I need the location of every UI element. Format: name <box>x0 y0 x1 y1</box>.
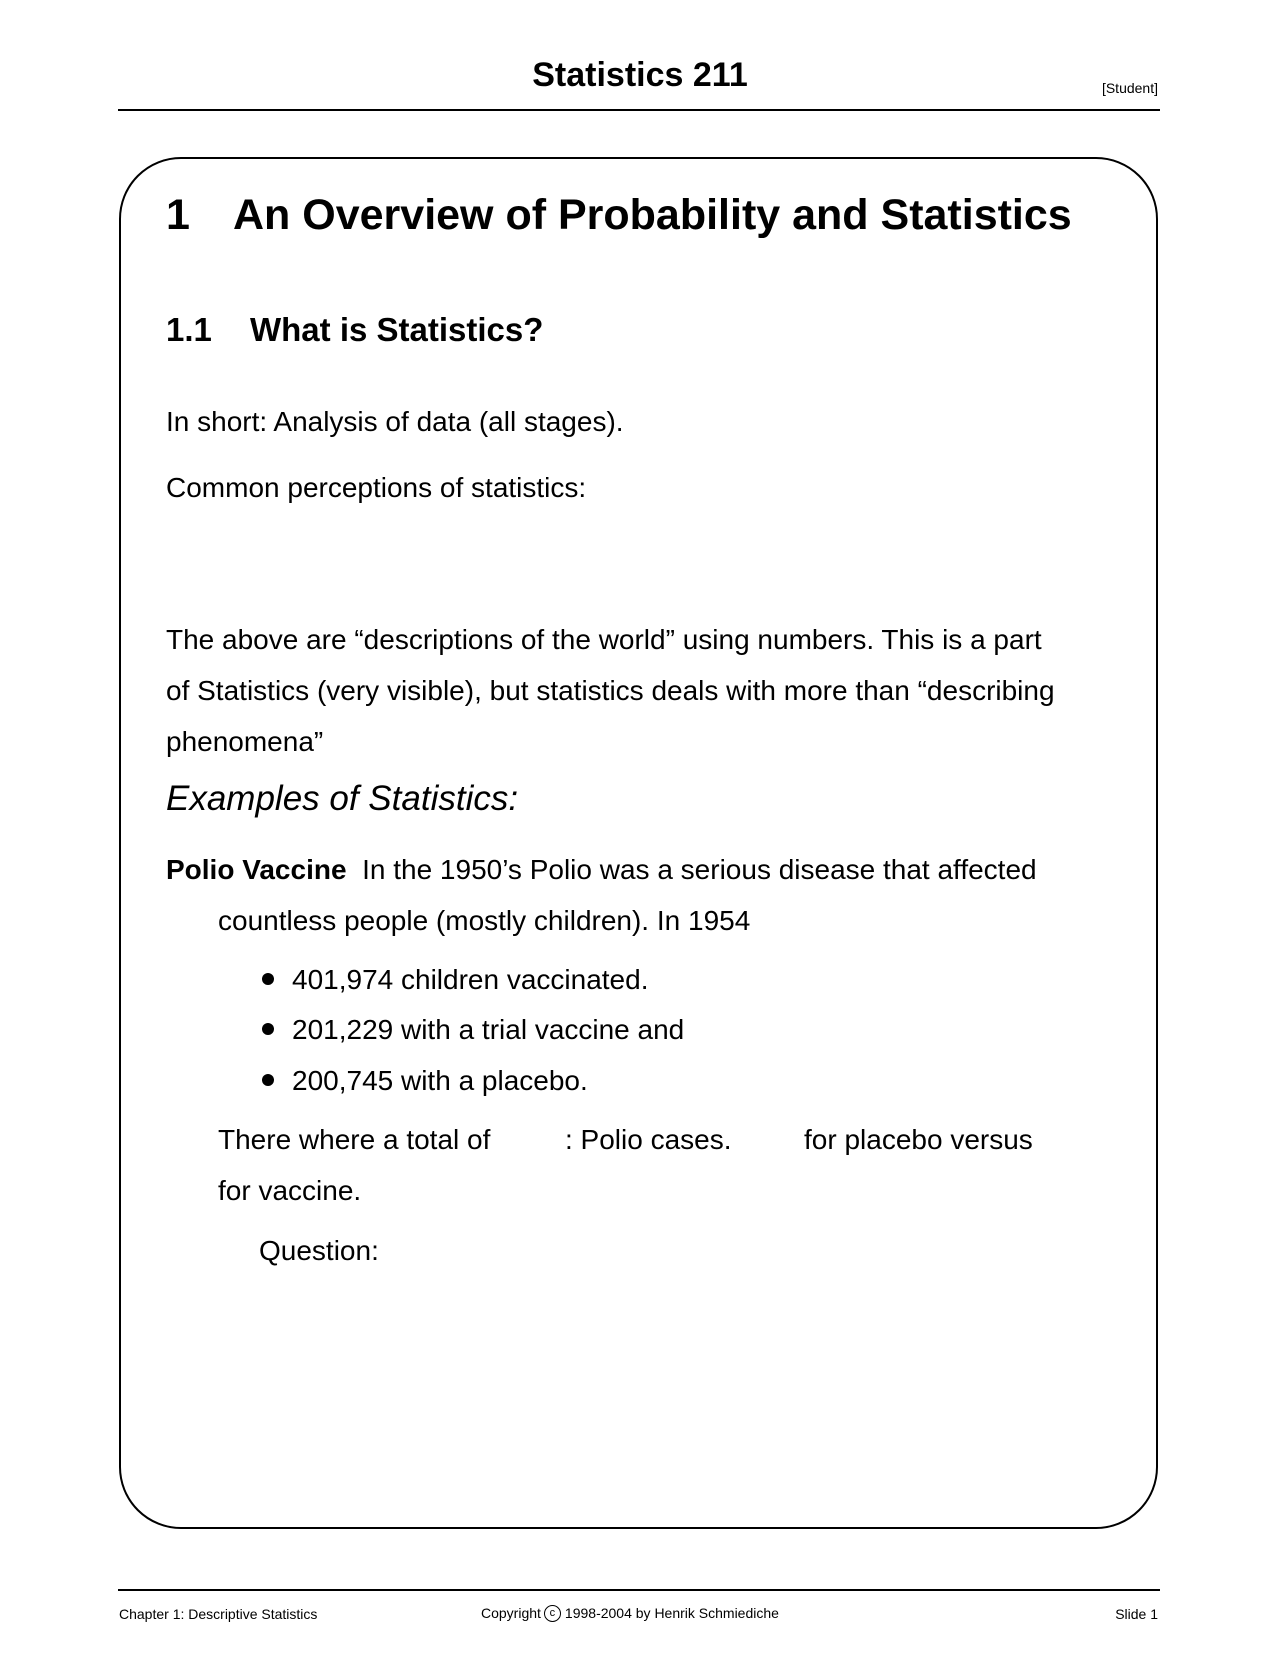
totals-text-1: There where a total of <box>218 1124 491 1155</box>
question-label: Question: <box>259 1235 379 1266</box>
footer-chapter: Chapter 1: Descriptive Statistics <box>119 1606 318 1622</box>
bullet-icon <box>262 973 274 985</box>
description-paragraph <box>166 614 1126 767</box>
paragraph-line: The above are “descriptions of the world” using numbers. This is a part <box>166 624 1042 655</box>
bullet-icon <box>262 1074 274 1086</box>
in-short-text: In short: Analysis of data (all stages). <box>166 406 624 437</box>
polio-line-1 <box>166 856 1037 884</box>
list-item: 401,974 children vaccinated. <box>262 966 648 994</box>
common-perceptions-text: Common perceptions of statistics: <box>166 472 587 503</box>
footer-rule <box>118 1589 1160 1591</box>
bullet-icon <box>262 1023 274 1035</box>
header-tag: [Student] <box>1101 80 1158 96</box>
polio-term: Polio Vaccine <box>166 854 347 885</box>
totals-text-3: for placebo versus <box>804 1124 1033 1155</box>
list-item: 201,229 with a trial vaccine and <box>262 1016 684 1044</box>
polio-line-2: countless people (mostly children). In 1954 <box>218 905 751 936</box>
paragraph-line: phenomena” <box>166 726 324 757</box>
footer-slide-number: Slide 1 <box>1115 1606 1158 1622</box>
totals-text-2: : Polio cases. <box>565 1124 732 1155</box>
section-title: An Overview of Probability and Statistics <box>233 191 1072 239</box>
examples-heading: Examples of Statistics: <box>166 779 519 818</box>
list-item: 200,745 with a placebo. <box>262 1067 588 1095</box>
totals-line-2: for vaccine. <box>218 1175 362 1206</box>
copyright-icon: c <box>544 1605 561 1622</box>
page-title: Statistics 211 <box>532 56 748 94</box>
footer-copyright: Copyright c 1998-2004 by Henrik Schmiediche <box>481 1605 779 1622</box>
subsection-title: What is Statistics? <box>250 311 544 348</box>
header-rule <box>118 109 1160 111</box>
slide-frame <box>119 157 1158 1529</box>
paragraph-line: of Statistics (very visible), but statistics deals with more than “describing <box>166 675 1055 706</box>
subsection-heading <box>166 313 543 346</box>
polio-intro: In the 1950’s Polio was a serious disease that affected <box>362 854 1037 885</box>
subsection-number: 1.1 <box>166 311 212 348</box>
section-heading <box>166 191 1072 239</box>
section-number: 1 <box>166 191 190 239</box>
